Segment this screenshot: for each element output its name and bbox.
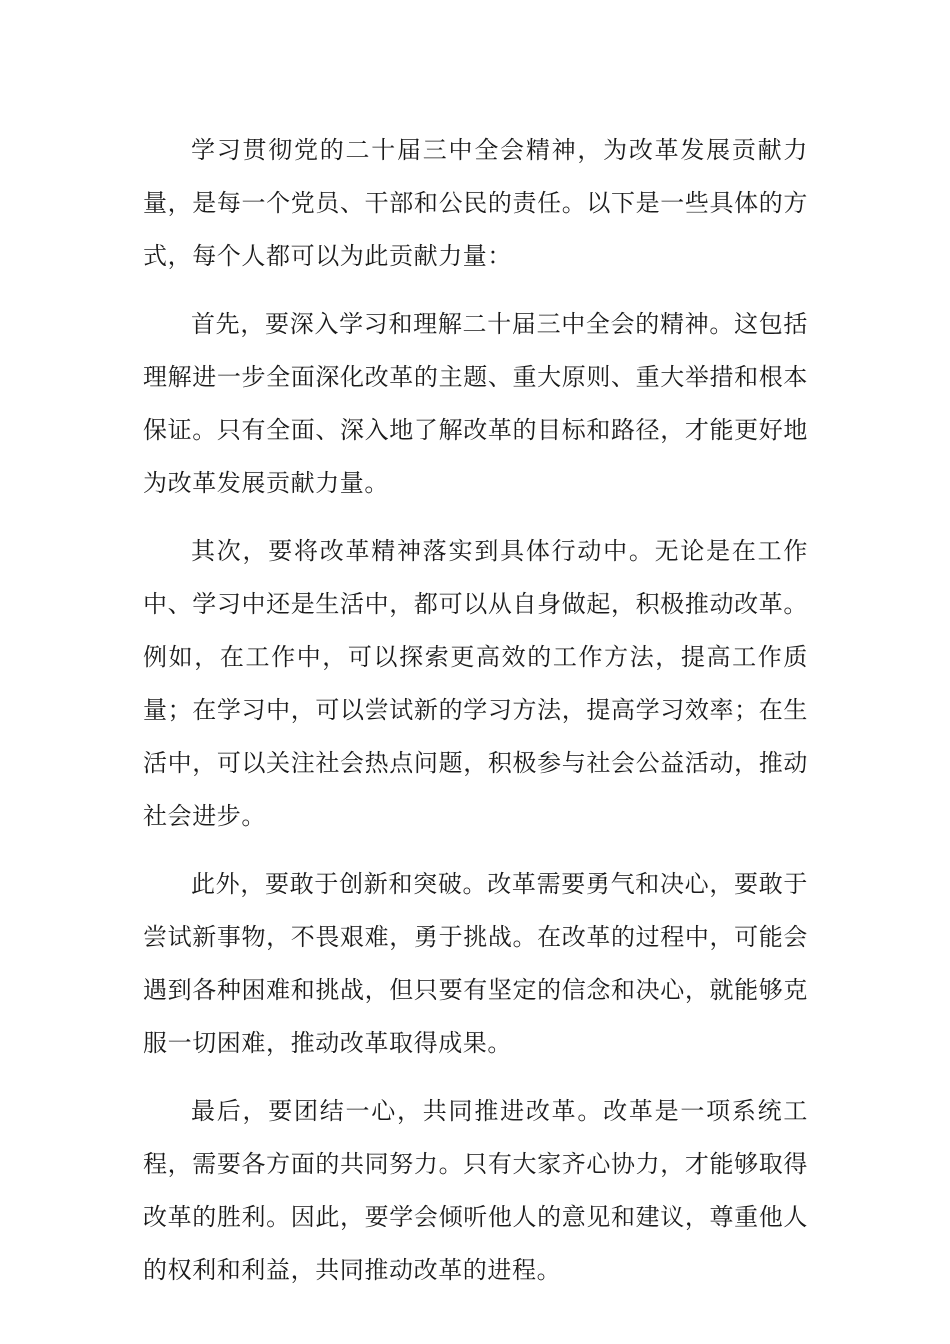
paragraph-second: 其次，要将改革精神落实到具体行动中。无论是在工作中、学习中还是生活中，都可以从自身做起，积极推动改革。例如，在工作中，可以探索更高效的工作方法，提高工作质量；在学习中，可以尝试新的学习方法，提高学习效率；在生活中，可以关注社会热点问题，积极参与社会公益活动，推动社会进步。 [143, 537, 808, 830]
paragraph-intro: 学习贯彻党的二十届三中全会精神，为改革发展贡献力量，是每一个党员、干部和公民的责任。以下是一些具体的方式，每个人都可以为此贡献力量： [143, 136, 808, 270]
paragraph-additionally: 此外，要敢于创新和突破。改革需要勇气和决心，要敢于尝试新事物，不畏艰难，勇于挑战。在改革的过程中，可能会遇到各种困难和挑战，但只要有坚定的信念和决心，就能够克服一切困难，推动改革取得成果。 [143, 870, 808, 1057]
paragraph-finally: 最后，要团结一心，共同推进改革。改革是一项系统工程，需要各方面的共同努力。只有大家齐心协力，才能够取得改革的胜利。因此，要学会倾听他人的意见和建议，尊重他人的权利和利益，共同推动改革的进程。 [143, 1097, 808, 1284]
paragraph-first: 首先，要深入学习和理解二十届三中全会的精神。这包括理解进一步全面深化改革的主题、重大原则、重大举措和根本保证。只有全面、深入地了解改革的目标和路径，才能更好地为改革发展贡献力量。 [143, 310, 808, 497]
document-body [143, 124, 808, 1297]
